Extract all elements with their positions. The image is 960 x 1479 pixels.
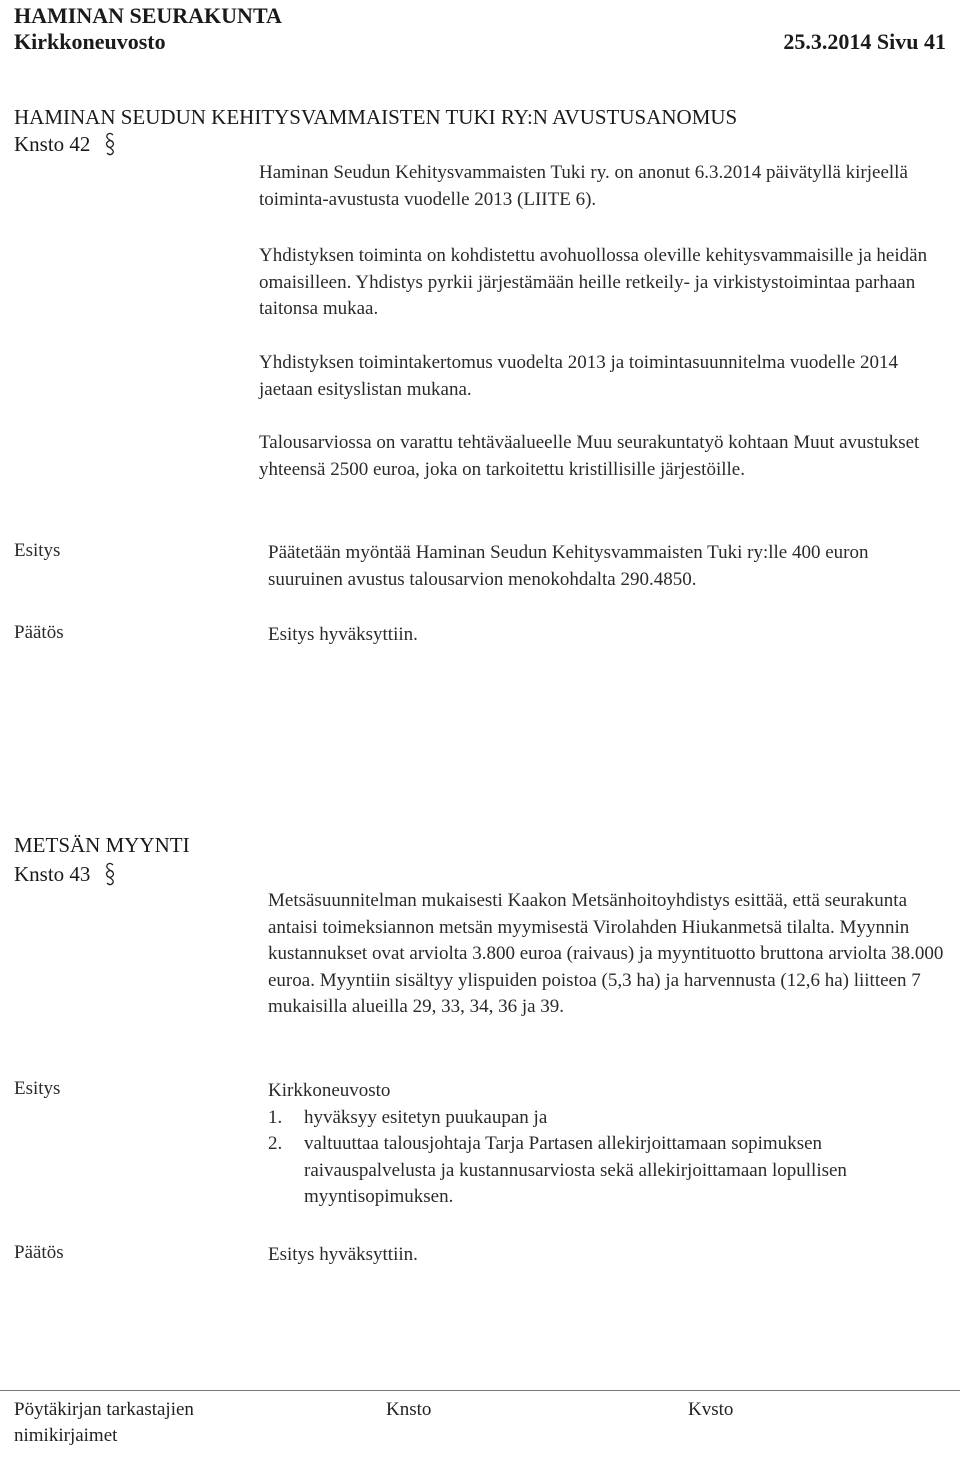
list-item xyxy=(268,1105,948,1132)
section-43-paatos-text: Esitys hyväksyttiin. xyxy=(268,1244,418,1265)
footer-signatures-label: Pöytäkirjan tarkastajien nimikirjaimet xyxy=(14,1399,194,1446)
section-43-title: METSÄN MYYNTI xyxy=(14,833,190,857)
list-item-number: 2. xyxy=(268,1133,283,1154)
section-42-paatos-text: Esitys hyväksyttiin. xyxy=(268,624,418,645)
footer-kvsto-label: Kvsto xyxy=(688,1399,734,1420)
section-42-esitys-text: Päätetään myöntää Haminan Seudun Kehitysvammaisten Tuki ry:lle 400 euron suuruinen avustus talousarvion menokohdalta 290.4850. xyxy=(268,542,869,590)
section-42-para-3: Yhdistyksen toimintakertomus vuodelta 2013 ja toimintasuunnitelma vuodelle 2014 jaetaan esityslistan mukana. xyxy=(259,352,899,400)
section-42-para-2: Yhdistyksen toiminta on kohdistettu avohuollossa oleville kehitysvammaisille ja heidän omaisilleen. Yhdistys pyrkii järjestämään heille retkeily- ja virkistystoimintaa parhaan taitonsa mukaa. xyxy=(259,245,928,319)
knsto-number: Knsto 42 xyxy=(14,132,91,156)
section-43-para-1: Metsäsuunnitelman mukaisesti Kaakon Metsänhoitoyhdistys esittää, että seurakunta antaisi toimeksiannon metsän myymisestä Virolahden Hiukanmetsä tilalta. Myynnin kustannukset ovat arviolta 3.800 euroa (raivaus) ja myyntituotto bruttona arviolta 38.000 euroa. Myyntiin sisältyy ylispuiden poistoa (5,3 ha) ja harvennusta (12,6 ha) liitteen 7 mukaisilla alueilla 29, 33, 34, 36 ja 39. xyxy=(268,890,944,1017)
section-43-paatos-label: Päätös xyxy=(14,1242,64,1263)
section-43-esitys-intro: Kirkkoneuvosto xyxy=(268,1080,391,1101)
section-sign-icon xyxy=(104,132,114,154)
section-42-paatos-label: Päätös xyxy=(14,622,64,643)
list-item-text: hyväksyy esitetyn puukaupan ja xyxy=(304,1106,548,1128)
section-43-knsto xyxy=(14,862,114,887)
page-footer xyxy=(0,1390,960,1479)
section-sign-icon xyxy=(104,862,114,884)
body-name: Kirkkoneuvosto xyxy=(14,29,166,54)
section-42-esitys-label: Esitys xyxy=(14,540,61,561)
section-42-knsto xyxy=(14,132,114,157)
list-item xyxy=(268,1131,948,1211)
section-43-esitys-label: Esitys xyxy=(14,1078,61,1099)
knsto-number: Knsto 43 xyxy=(14,862,91,886)
section-42-para-4: Talousarviossa on varattu tehtäväalueelle Muu seurakuntatyö kohtaan Muut avustukset yhteensä 2500 euroa, joka on tarkoitettu kristillisille järjestöille. xyxy=(259,432,920,480)
section-43-esitys-block xyxy=(268,1078,948,1211)
list-item-number: 1. xyxy=(268,1106,283,1128)
footer-knsto-label: Knsto xyxy=(386,1399,432,1420)
list-item-text: valtuuttaa talousjohtaja Tarja Partasen allekirjoittamaan sopimuksen raivauspalvelusta ja kustannusarviosta sekä allekirjoittamaan lopullisen myyntisopimuksen. xyxy=(304,1133,847,1207)
org-name: HAMINAN SEURAKUNTA xyxy=(14,3,282,28)
date-page: 25.3.2014 Sivu 41 xyxy=(783,29,946,54)
section-42-para-1: Haminan Seudun Kehitysvammaisten Tuki ry. on anonut 6.3.2014 päivätyllä kirjeellä toiminta-avustusta vuodelle 2013 (LIITE 6). xyxy=(259,162,908,210)
section-42-title: HAMINAN SEUDUN KEHITYSVAMMAISTEN TUKI RY:N AVUSTUSANOMUS xyxy=(14,105,738,129)
